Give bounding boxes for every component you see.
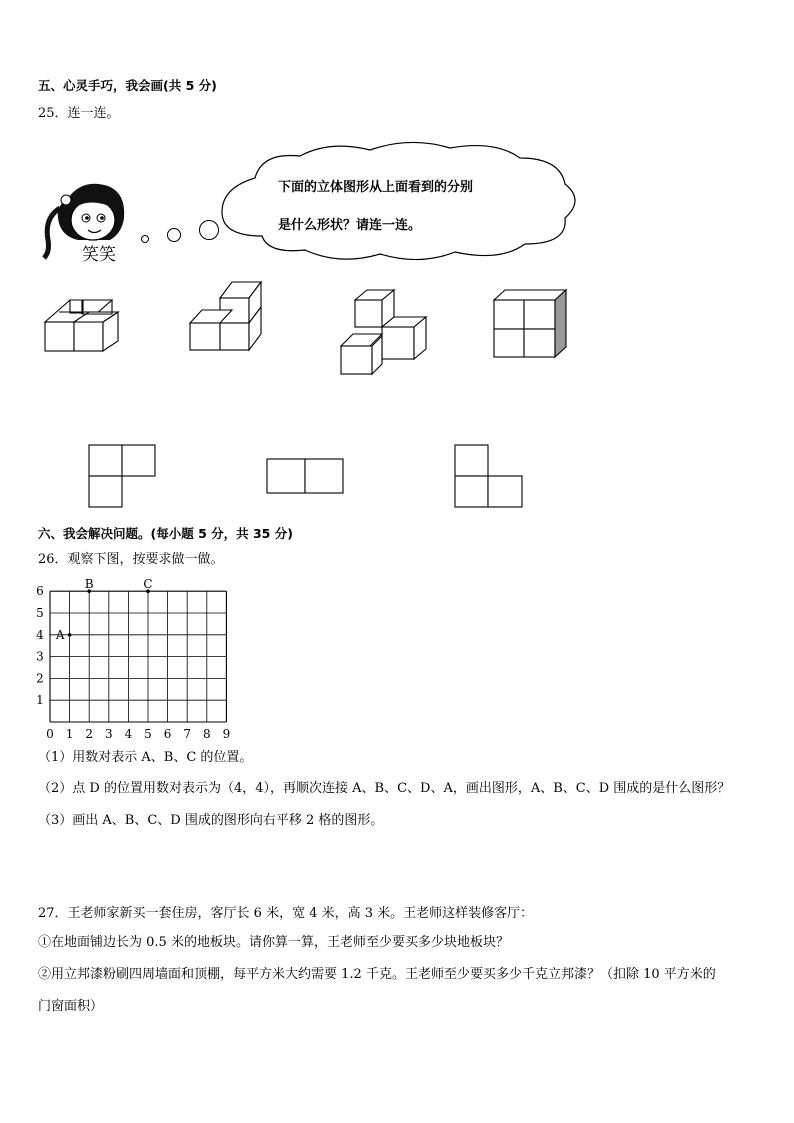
x-tick-label: 5 xyxy=(144,727,152,741)
solid-figure-3 xyxy=(341,290,426,374)
y-tick-label: 6 xyxy=(36,584,44,599)
q27-part1: ①在地面铺边长为 0.5 米的地板块。请你算一算，王老师至少要买多少块地板块？ xyxy=(38,935,509,950)
solid-figures-row xyxy=(0,270,794,380)
x-tick-label: 9 xyxy=(222,727,231,741)
q26-part3: （3）画出 A、B、C、D 围成的图形向右平移 2 格的图形。 xyxy=(38,813,384,828)
x-tick-label: 0 xyxy=(46,727,54,741)
top-view-shape-2 xyxy=(267,459,343,493)
section6-heading: 六、我会解决问题。(每小题 5 分，共 35 分) xyxy=(38,526,293,541)
solid-figure-1 xyxy=(45,300,118,351)
q26-part2: （2）点 D 的位置用数对表示为（4，4），再顺次连接 A、B、C、D、A，画出图形，A、B、C、D 围成的是什么图形？ xyxy=(38,781,731,796)
q27-part2: ②用立邦漆粉刷四周墙面和顶棚，每平方米大约需要 1.2 千克。王老师至少要买多少千克立邦漆？（扣除 10 平方米的 xyxy=(38,967,716,982)
q26-part1: （1）用数对表示 A、B、C 的位置。 xyxy=(38,750,253,765)
q27-part2-continued: 门窗面积） xyxy=(38,999,104,1014)
y-tick-label: 2 xyxy=(36,671,44,686)
coordinate-grid xyxy=(30,574,240,744)
point-label-c: C xyxy=(143,577,153,592)
y-tick-label: 3 xyxy=(36,649,44,664)
point-label-a: A xyxy=(55,627,65,642)
x-tick-label: 3 xyxy=(104,727,113,741)
x-tick-label: 4 xyxy=(124,727,133,741)
solid-figure-2 xyxy=(190,282,261,350)
x-tick-label: 1 xyxy=(65,727,74,741)
top-view-shapes-row xyxy=(0,440,794,510)
x-tick-label: 8 xyxy=(202,727,211,741)
point-a xyxy=(68,633,72,637)
x-tick-label: 7 xyxy=(183,727,192,741)
y-tick-label: 5 xyxy=(36,606,44,620)
character-name: 笑笑 xyxy=(82,245,116,265)
solid-figure-4 xyxy=(494,290,566,357)
x-tick-label: 6 xyxy=(163,727,172,741)
bubble-line-1: 下面的立体图形从上面看到的分别 xyxy=(278,180,474,195)
q27-title: 27．王老师家新买一套住房，客厅长 6 米，宽 4 米，高 3 米。王老师这样装修客厅： xyxy=(38,906,534,921)
y-tick-label: 4 xyxy=(36,627,44,642)
section5-heading: 五、心灵手巧，我会画(共 5 分) xyxy=(38,78,217,93)
q25-title: 25．连一连。 xyxy=(38,106,120,121)
bubble-line-2: 是什么形状？请连一连。 xyxy=(278,218,422,233)
thought-bubble xyxy=(0,0,794,300)
point-label-b: B xyxy=(84,577,94,592)
q26-title: 26．观察下图，按要求做一做。 xyxy=(38,552,224,567)
x-tick-label: 2 xyxy=(85,727,94,741)
y-tick-label: 1 xyxy=(36,693,44,708)
top-view-shape-1 xyxy=(89,445,155,507)
top-view-shape-3 xyxy=(455,445,522,507)
